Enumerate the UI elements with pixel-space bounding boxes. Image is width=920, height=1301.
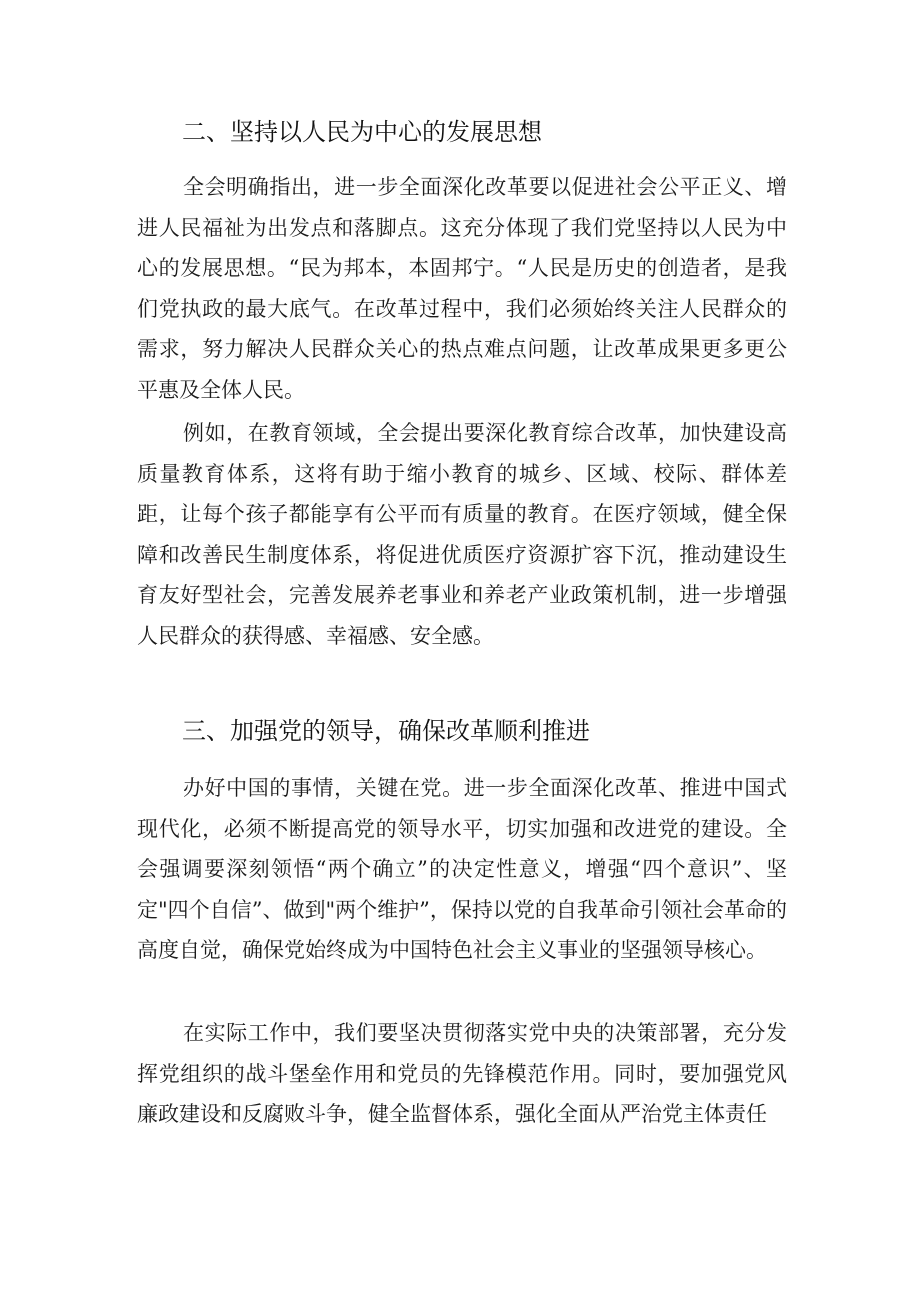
section-heading-3: 三、加强党的领导，确保改革顺利推进	[182, 717, 590, 745]
section-heading-2: 二、坚持以人民为中心的发展思想	[182, 118, 542, 146]
section-2-paragraph-1: 全会明确指出，进一步全面深化改革要以促进社会公平正义、增进人民福祉为出发点和落脚点。这充分体现了我们党坚持以人民为中心的发展思想。“民为邦本，本固邦宁。“人民是历史的创造者，是我们党执政的最大底气。在改革过程中，我们必须始终关注人民群众的需求，努力解决人民群众关心的热点难点问题，让改革成果更多更公平惠及全体人民。	[137, 175, 787, 402]
section-2-paragraph-2: 例如，在教育领域，全会提出要深化教育综合改革，加快建设高质量教育体系，这将有助于缩小教育的城乡、区域、校际、群体差距，让每个孩子都能享有公平而有质量的教育。在医疗领域，健全保障和改善民生制度体系，将促进优质医疗资源扩容下沉，推动建设生育友好型社会，完善发展养老事业和养老产业政策机制，进一步增强人民群众的获得感、幸福感、安全感。	[137, 421, 787, 648]
section-3-paragraph-1: 办好中国的事情，关键在党。进一步全面深化改革、推进中国式现代化，必须不断提高党的领导水平，切实加强和改进党的建设。全会强调要深刻领悟“两个确立”的决定性意义，增强“四个意识”、坚定"四个自信”、做到"两个维护”，保持以党的自我革命引领社会革命的高度自觉，确保党始终成为中国特色社会主义事业的坚强领导核心。	[137, 776, 787, 962]
section-3-paragraph-2: 在实际工作中，我们要坚决贯彻落实党中央的决策部署，充分发挥党组织的战斗堡垒作用和党员的先锋模范作用。同时，要加强党风廉政建设和反腐败斗争，健全监督体系，强化全面从严治党主体责任	[137, 1021, 787, 1126]
